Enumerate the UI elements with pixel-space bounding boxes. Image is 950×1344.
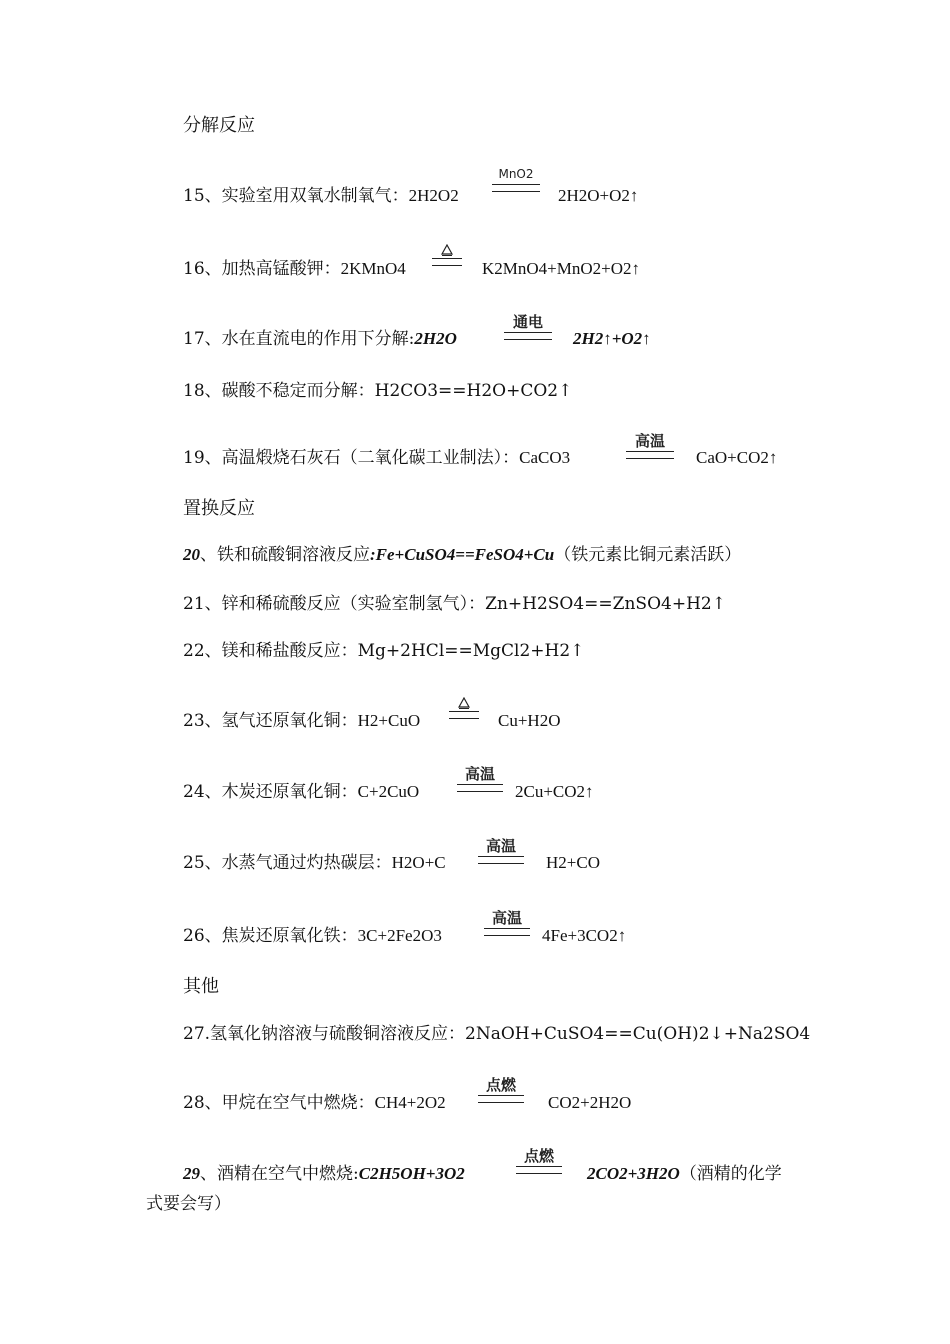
- reaction-condition-arrow: [484, 910, 530, 936]
- equation-line-20: [183, 543, 741, 567]
- reaction-condition-arrow: [449, 697, 479, 719]
- products: CaO+CO2↑: [696, 448, 778, 467]
- equation-line-17: [183, 327, 457, 351]
- products: 2H2O+O2↑: [558, 186, 639, 205]
- line-number: 20: [183, 545, 200, 564]
- reactants: C2H5OH+3O2: [358, 1164, 465, 1183]
- condition-label: 高温: [485, 837, 516, 855]
- equation: :Fe+CuSO4==FeSO4+Cu: [370, 545, 555, 564]
- double-bar: [478, 856, 524, 864]
- note: （酒精的化学: [679, 1164, 782, 1184]
- equation-line-15: [183, 184, 459, 208]
- reactants: 2H2O: [414, 329, 457, 348]
- double-bar: [457, 784, 503, 792]
- equation-line-27: 27.氢氧化钠溶液与硫酸铜溶液反应：2NaOH+CuSO4==Cu(OH)2↓+Na2SO4: [183, 1024, 811, 1044]
- line-label: 16、加热高锰酸钾：: [183, 259, 341, 279]
- reaction-condition-arrow: [457, 766, 503, 792]
- line-label: 26、焦炭还原氧化铁：: [183, 926, 358, 946]
- reactants: 2KMnO4: [340, 259, 406, 278]
- condition-label: 通电: [512, 313, 543, 331]
- double-bar: [492, 184, 540, 192]
- condition-label: 点燃: [523, 1147, 554, 1165]
- line-label: 、酒精在空气中燃烧:: [200, 1164, 359, 1184]
- section-heading-other: 其他: [183, 976, 219, 997]
- reactants: H2O+C: [391, 853, 446, 872]
- line-label: 17、水在直流电的作用下分解:: [183, 329, 415, 349]
- reaction-condition-arrow: [432, 244, 462, 266]
- products-and-note: [587, 1162, 782, 1186]
- products: 2H2↑+O2↑: [573, 329, 651, 348]
- reactants: CaCO3: [519, 448, 571, 467]
- line-label: 、铁和硫酸铜溶液反应: [200, 545, 370, 565]
- double-bar: [484, 928, 530, 936]
- double-bar: [478, 1095, 524, 1103]
- reaction-condition-arrow: [492, 166, 540, 192]
- note: （铁元素比铜元素活跃）: [554, 545, 742, 565]
- reaction-condition-arrow: [504, 314, 552, 340]
- reaction-condition-arrow: [516, 1148, 562, 1174]
- equation-line-24: [183, 780, 419, 804]
- condition-label: 高温: [491, 909, 522, 927]
- equation-line-29: [183, 1162, 465, 1186]
- line-label: 28、甲烷在空气中燃烧：: [183, 1093, 375, 1113]
- double-bar: [449, 711, 479, 719]
- equation-line-19: [183, 446, 570, 470]
- section-heading-replacement: 置换反应: [183, 498, 255, 519]
- condition-label: 点燃: [485, 1076, 516, 1094]
- double-bar: [504, 332, 552, 340]
- double-bar: [432, 258, 462, 266]
- heat-triangle-icon: [458, 697, 470, 709]
- equation-line-25: [183, 851, 446, 875]
- condition-label: 高温: [464, 765, 495, 783]
- condition-label: 高温: [634, 432, 665, 450]
- products: Cu+H2O: [498, 711, 561, 730]
- reactants: C+2CuO: [357, 782, 420, 801]
- reaction-condition-arrow: [478, 1077, 524, 1103]
- reaction-condition-arrow: [478, 838, 524, 864]
- equation-line-21: 21、锌和稀硫酸反应（实验室制氢气）：Zn+H2SO4==ZnSO4+H2↑: [183, 594, 726, 614]
- equation-line-18: 18、碳酸不稳定而分解：H2CO3==H2O+CO2↑: [183, 381, 573, 401]
- line-label: 15、实验室用双氧水制氧气：: [183, 186, 409, 206]
- reactants: H2+CuO: [357, 711, 421, 730]
- note-continuation: 式要会写）: [146, 1194, 231, 1214]
- reactants: 2H2O2: [408, 186, 459, 205]
- reactants: CH4+2O2: [374, 1093, 446, 1112]
- products: H2+CO: [546, 853, 600, 872]
- products: 2CO2+3H2O: [587, 1164, 680, 1183]
- equation-line-26: [183, 924, 442, 948]
- products: 2Cu+CO2↑: [515, 782, 594, 801]
- reaction-condition-arrow: [626, 433, 674, 459]
- products: CO2+2H2O: [548, 1093, 632, 1112]
- line-number: 29: [183, 1164, 200, 1183]
- double-bar: [626, 451, 674, 459]
- products: K2MnO4+MnO2+O2↑: [482, 259, 641, 278]
- heat-triangle-icon: [441, 244, 453, 256]
- equation-line-16: [183, 257, 406, 281]
- line-label: 19、高温煅烧石灰石（二氧化碳工业制法）：: [183, 448, 520, 468]
- equation-line-28: [183, 1091, 446, 1115]
- section-heading-decomposition: 分解反应: [183, 115, 255, 136]
- condition-label: MnO2: [498, 167, 534, 181]
- equation-line-23: [183, 709, 420, 733]
- products: 4Fe+3CO2↑: [542, 926, 627, 945]
- line-label: 24、木炭还原氧化铜：: [183, 782, 358, 802]
- equation-line-22: 22、镁和稀盐酸反应：Mg+2HCl==MgCl2+H2↑: [183, 641, 585, 661]
- reactants: 3C+2Fe2O3: [357, 926, 442, 945]
- double-bar: [516, 1166, 562, 1174]
- line-label: 23、氢气还原氧化铜：: [183, 711, 358, 731]
- line-label: 25、水蒸气通过灼热碳层：: [183, 853, 392, 873]
